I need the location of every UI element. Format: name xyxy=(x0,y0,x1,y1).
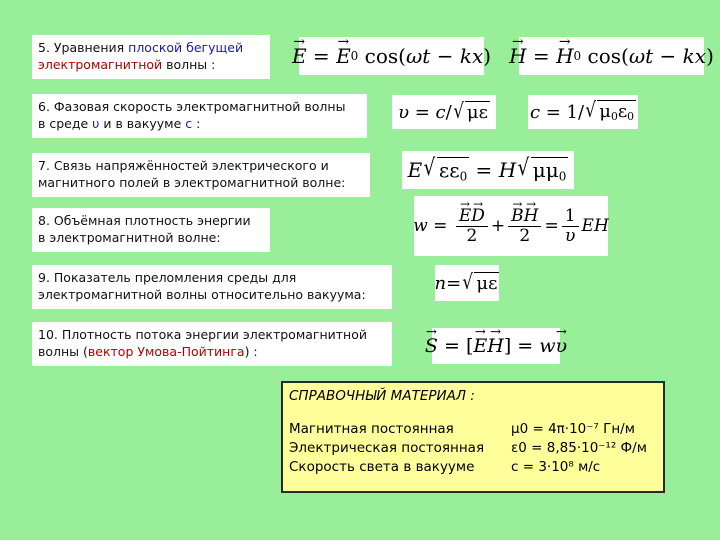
label-poynting-vector xyxy=(32,322,392,366)
formula-poynting: → S = [ → E → H ] = w → υ xyxy=(432,328,560,364)
label-text-segment: плоской бегущей xyxy=(128,40,244,55)
label-text-segment: вектор Умова-Пойтинга xyxy=(87,344,245,359)
reference-name: Электрическая постоянная xyxy=(289,440,485,456)
label-text-segment: в среде xyxy=(38,116,93,131)
label-text-segment: : xyxy=(192,116,201,131)
reference-name: Скорость света в вакууме xyxy=(289,459,475,475)
label-text-segment: 10. Плотность потока энергии электромагнитной xyxy=(38,327,367,342)
label-text-segment: 8. Объёмная плотность энергии xyxy=(38,213,251,228)
reference-title: СПРАВОЧНЫЙ МАТЕРИАЛ : xyxy=(289,388,475,404)
formula-field-relation: E √ $\varepsilon\varepsilon_0$ = H √ $\mu\mu_0$ xyxy=(402,151,574,189)
label-field-relation xyxy=(32,153,370,197)
reference-row xyxy=(289,458,657,477)
formula-phase-velocity-medium: υ = c / √ με xyxy=(392,95,496,129)
label-text-segment: c xyxy=(185,116,193,131)
label-text-segment: ) : xyxy=(244,344,258,359)
label-text-segment: 6. Фазовая скорость электромагнитной волны xyxy=(38,99,346,114)
label-phase-velocity xyxy=(32,94,367,138)
label-text-segment: электромагнитной волны относительно вакуума: xyxy=(38,287,366,302)
label-text-segment: υ xyxy=(92,116,100,131)
reference-row xyxy=(289,420,657,439)
formula-energy-density: w = → $\frac{E\to D}{2}$ + → $\frac{B\to H}{2}$ = $\frac{1}{\upsilon}$ EH xyxy=(414,196,608,256)
reference-panel xyxy=(281,381,665,493)
label-text-segment: в электромагнитной волне: xyxy=(38,230,221,245)
reference-name: Магнитная постоянная xyxy=(289,421,454,437)
formula-light-speed: c = 1/ √ $\mu_0\varepsilon_0$ xyxy=(528,95,638,129)
reference-value: ε0 = 8,85·10⁻¹² Ф/м xyxy=(511,440,647,456)
label-text-segment: магнитного полей в электромагнитной волне: xyxy=(38,175,346,190)
reference-value: c = 3·10⁸ м/с xyxy=(511,459,601,475)
label-text-segment: и в вакууме xyxy=(99,116,186,131)
formula-magnetic-wave: → H = → H 0 cos( ωt − kx ) xyxy=(519,37,704,75)
label-text-segment: электромагнитной xyxy=(38,57,163,72)
formula-electric-wave: → E = → E 0 cos( ωt − kx ) xyxy=(299,37,484,75)
label-text-segment: 5. Уравнения xyxy=(38,40,129,55)
formula-refractive-index: n = √ με xyxy=(435,265,499,301)
label-text-segment: 9. Показатель преломления среды для xyxy=(38,270,297,285)
label-text-segment: волны : xyxy=(162,57,216,72)
label-text-segment: волны ( xyxy=(38,344,88,359)
label-energy-density xyxy=(32,208,270,252)
label-refractive-index xyxy=(32,265,392,309)
label-wave-equations xyxy=(32,35,270,79)
reference-value: μ0 = 4π·10⁻⁷ Гн/м xyxy=(511,421,635,437)
label-text-segment: 7. Связь напряжённостей электрического и xyxy=(38,158,329,173)
reference-row xyxy=(289,439,657,458)
